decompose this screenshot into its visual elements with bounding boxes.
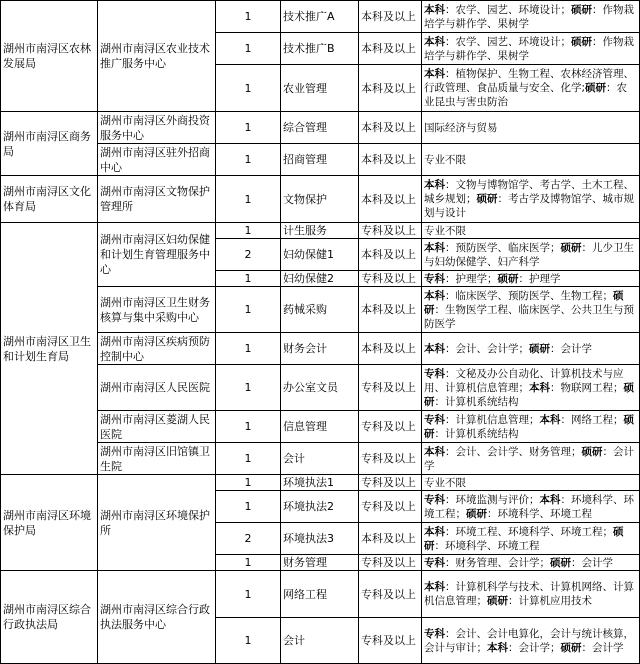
degree-level-label: 本科 [424,445,445,458]
requirements-cell [422,65,640,112]
major-text: 专业不限 [424,153,466,166]
degree-level-label: 本科 [424,525,445,538]
edu-cell: 本科及以上 [359,523,422,555]
edu-cell: 专科及以上 [359,491,422,523]
degree-level-label: 硕研 [571,3,592,16]
unit-cell: 湖州市南浔区疾病预防控制中心 [98,333,216,365]
major-text: ：文秘及办公自动化、计算机技术与应用、计算机信息管理； [424,367,624,394]
degree-level-label: 硕研 [424,525,624,552]
major-text: ：环境监测与评价； [445,493,540,506]
count-cell: 2 [216,239,281,271]
post-cell: 药械采购 [281,287,359,333]
count-cell: 1 [216,333,281,365]
major-text: ：会计学； [508,641,561,654]
major-text: ：农业昆虫与害虫防治 [424,82,628,108]
requirements-cell [422,411,640,443]
post-cell: 综合管理 [281,112,359,144]
count-cell: 1 [216,571,281,618]
post-cell: 办公室文员 [281,365,359,411]
count-cell: 1 [216,365,281,411]
degree-level-label: 硕研 [529,342,550,355]
major-text: ：计算机系统结构 [434,427,519,440]
count-cell: 1 [216,112,281,144]
major-text: ：会计、会计电算化，会计与统计核算，会计与审计； [424,627,634,654]
major-text: ：考古学及博物馆学、城市规划与设计 [424,193,634,219]
major-text: ：环境科学、环境工程 [487,507,592,520]
degree-level-label: 本科 [424,342,445,355]
major-text: 国际经济与贸易 [424,121,498,134]
edu-cell: 本科及以上 [359,287,422,333]
degree-level-label: 本科 [529,381,550,394]
major-text: ：植物保护、生物工程、农林经济管理、行政管理、食品质量与安全、化学; [424,68,634,94]
degree-level-label: 本科 [424,3,445,16]
major-text: ：计算机应用技术 [508,595,592,607]
major-text: ：会计、会计学、财务管理； [445,445,582,458]
post-cell: 招商管理 [281,144,359,176]
post-cell: 环境执法2 [281,491,359,523]
major-text: 专业不限 [424,224,466,237]
edu-cell: 专科及以上 [359,618,422,664]
requirements-cell [422,112,640,144]
unit-cell: 湖州市南浔区旧馆镇卫生院 [98,443,216,475]
post-cell: 文物保护 [281,176,359,223]
degree-level-label: 硕研 [560,641,582,654]
major-text: ：计算机信息管理； [445,413,540,426]
count-cell: 1 [216,287,281,333]
requirements-cell [422,365,640,411]
degree-level-label: 本科 [424,581,445,593]
count-cell: 1 [216,411,281,443]
major-text: ：环境科学、环境工程； [424,493,634,520]
major-text: ：会计学 [424,445,634,472]
requirements-cell [422,33,640,65]
requirements-cell [422,223,640,239]
edu-cell: 本科及以上 [359,176,422,223]
major-text: ：农学、园艺、环境设计； [445,3,571,16]
unit-cell: 湖州市南浔区外商投资服务中心 [98,112,216,144]
degree-level-label: 专科 [424,413,445,426]
degree-level-label: 本科 [539,413,561,426]
degree-level-label: 专科 [424,493,445,506]
post-cell: 技术推广B [281,33,359,65]
major-text: ：临床医学、预防医学、生物工程； [445,289,613,302]
count-cell: 1 [216,223,281,239]
major-text: ：护理学 [518,272,561,285]
post-cell: 环境执法3 [281,523,359,555]
major-text: ：环境科学、环境工程 [434,539,540,552]
degree-level-label: 硕研 [424,289,624,316]
unit-cell: 湖州市南浔区人民医院 [98,365,216,411]
unit-cell: 湖州市南浔区妇幼保健和计划生育管理服务中心 [98,223,216,287]
count-cell: 1 [216,33,281,65]
table-row [1,223,640,239]
count-cell: 1 [216,475,281,491]
degree-level-label: 专科 [424,556,445,569]
requirements-cell [422,475,640,491]
degree-level-label: 本科 [424,289,445,302]
degree-level-label: 硕研 [424,413,634,440]
major-text: ：计算机系统结构 [434,395,519,408]
dept-cell: 湖州市南浔区文化体育局 [1,176,98,223]
dept-cell: 湖州市南浔区环境保护局 [1,475,98,571]
degree-level-label: 本科 [424,241,445,254]
major-text: ：文物与博物馆学、考古学、土木工程、城乡规划； [424,179,634,205]
count-cell: 1 [216,144,281,176]
post-cell: 财务管理 [281,555,359,571]
major-text: ：物联网工程； [550,381,624,394]
requirements-cell [422,523,640,555]
count-cell: 1 [216,443,281,475]
degree-level-label: 硕研 [585,82,607,94]
edu-cell: 本科及以上 [359,144,422,176]
post-cell: 会计 [281,618,359,664]
requirements-cell [422,1,640,33]
degree-level-label: 硕研 [581,445,603,458]
degree-level-label: 专科 [424,272,445,285]
edu-cell: 专科及以上 [359,271,422,287]
post-cell: 妇幼保健2 [281,271,359,287]
post-cell: 技术推广A [281,1,359,33]
degree-level-label: 硕研 [560,241,582,254]
unit-cell: 湖州市南浔区卫生财务核算与集中采购中心 [98,287,216,333]
count-cell: 1 [216,271,281,287]
degree-level-label: 专科 [424,627,445,640]
edu-cell: 专科及以上 [359,571,422,618]
count-cell: 1 [216,491,281,523]
edu-cell: 专科及以上 [359,411,422,443]
edu-cell: 本科及以上 [359,333,422,365]
count-cell: 1 [216,1,281,33]
edu-cell: 本科及以上 [359,33,422,65]
edu-cell: 专科及以上 [359,365,422,411]
dept-cell: 湖州市南浔区商务局 [1,112,98,176]
requirements-cell [422,239,640,271]
post-cell: 计生服务 [281,223,359,239]
dept-cell: 湖州市南浔区农林发展局 [1,1,98,112]
major-text: ：预防医学、临床医学； [445,241,561,254]
degree-level-label: 硕研 [487,595,508,607]
table-row [1,112,640,144]
table-row [1,475,640,491]
dept-cell: 湖州市南浔区卫生和计划生育局 [1,223,98,475]
degree-level-label: 专科 [424,367,445,380]
post-cell: 环境执法1 [281,475,359,491]
major-text: ：生物医学工程、临床医学、公共卫生与预防医学 [424,303,634,330]
post-cell: 信息管理 [281,411,359,443]
requirements-cell [422,271,640,287]
requirements-cell [422,176,640,223]
edu-cell: 本科及以上 [359,239,422,271]
major-text: ：作物栽培学与耕作学、果树学 [424,35,634,62]
unit-cell: 湖州市南浔区农业技术推广服务中心 [98,1,216,112]
edu-cell: 专科及以上 [359,555,422,571]
degree-level-label: 本科 [424,35,445,48]
unit-cell: 湖州市南浔区文物保护管理所 [98,176,216,223]
major-text: ：财务管理、会计学； [445,556,550,569]
count-cell: 1 [216,555,281,571]
major-text: ：会计学 [571,556,613,569]
post-cell: 妇幼保健1 [281,239,359,271]
requirements-cell [422,491,640,523]
major-text: ：计算机科学与技术、计算机网络、计算机信息管理； [424,581,634,607]
table-row [1,1,640,33]
degree-level-label: 硕研 [571,35,592,48]
degree-level-label: 本科 [487,641,508,654]
count-cell: 1 [216,65,281,112]
unit-cell: 湖州市南浔区综合行政执法服务中心 [98,571,216,664]
degree-level-label: 硕研 [476,193,498,205]
degree-level-label: 本科 [424,68,445,80]
degree-level-label: 硕研 [497,272,519,285]
edu-cell: 本科及以上 [359,112,422,144]
requirements-cell [422,144,640,176]
unit-cell: 湖州市南浔区驻外招商中心 [98,144,216,176]
major-text: ：儿少卫生与妇幼保健学、妇产科学 [424,241,634,268]
major-text: 专业不限 [424,476,466,489]
major-text: ：网络工程； [560,413,624,426]
edu-cell: 专科及以上 [359,475,422,491]
edu-cell: 本科及以上 [359,1,422,33]
dept-cell: 湖州市南浔区综合行政执法局 [1,571,98,664]
major-text: ：农学、园艺、环境设计； [445,35,571,48]
post-cell: 农业管理 [281,65,359,112]
degree-level-label: 硕研 [466,507,487,520]
degree-level-label: 硕研 [424,381,634,408]
degree-level-label: 本科 [424,179,445,191]
requirements-cell [422,333,640,365]
requirements-cell [422,555,640,571]
unit-cell: 湖州市南浔区环境保护所 [98,475,216,571]
count-cell: 1 [216,618,281,664]
post-cell: 会计 [281,443,359,475]
edu-cell: 本科及以上 [359,65,422,112]
major-text: ：作物栽培学与耕作学、果树学 [424,3,634,30]
table-row [1,176,640,223]
major-text: ：会计学 [581,641,624,654]
requirements-cell [422,571,640,618]
edu-cell: 专科及以上 [359,443,422,475]
table-row [1,571,640,618]
requirements-cell [422,443,640,475]
post-cell: 财务会计 [281,333,359,365]
unit-cell: 湖州市南浔区菱湖人民医院 [98,411,216,443]
major-text: ：会计学 [550,342,592,355]
degree-level-label: 硕研 [550,556,571,569]
requirements-cell [422,287,640,333]
major-text: ：会计、会计学； [445,342,529,355]
post-cell: 网络工程 [281,571,359,618]
edu-cell: 专科及以上 [359,223,422,239]
degree-level-label: 本科 [539,493,561,506]
major-text: ：环境工程、环境科学、环境工程； [445,525,613,538]
count-cell: 1 [216,176,281,223]
count-cell: 2 [216,523,281,555]
major-text: ：护理学； [445,272,498,285]
